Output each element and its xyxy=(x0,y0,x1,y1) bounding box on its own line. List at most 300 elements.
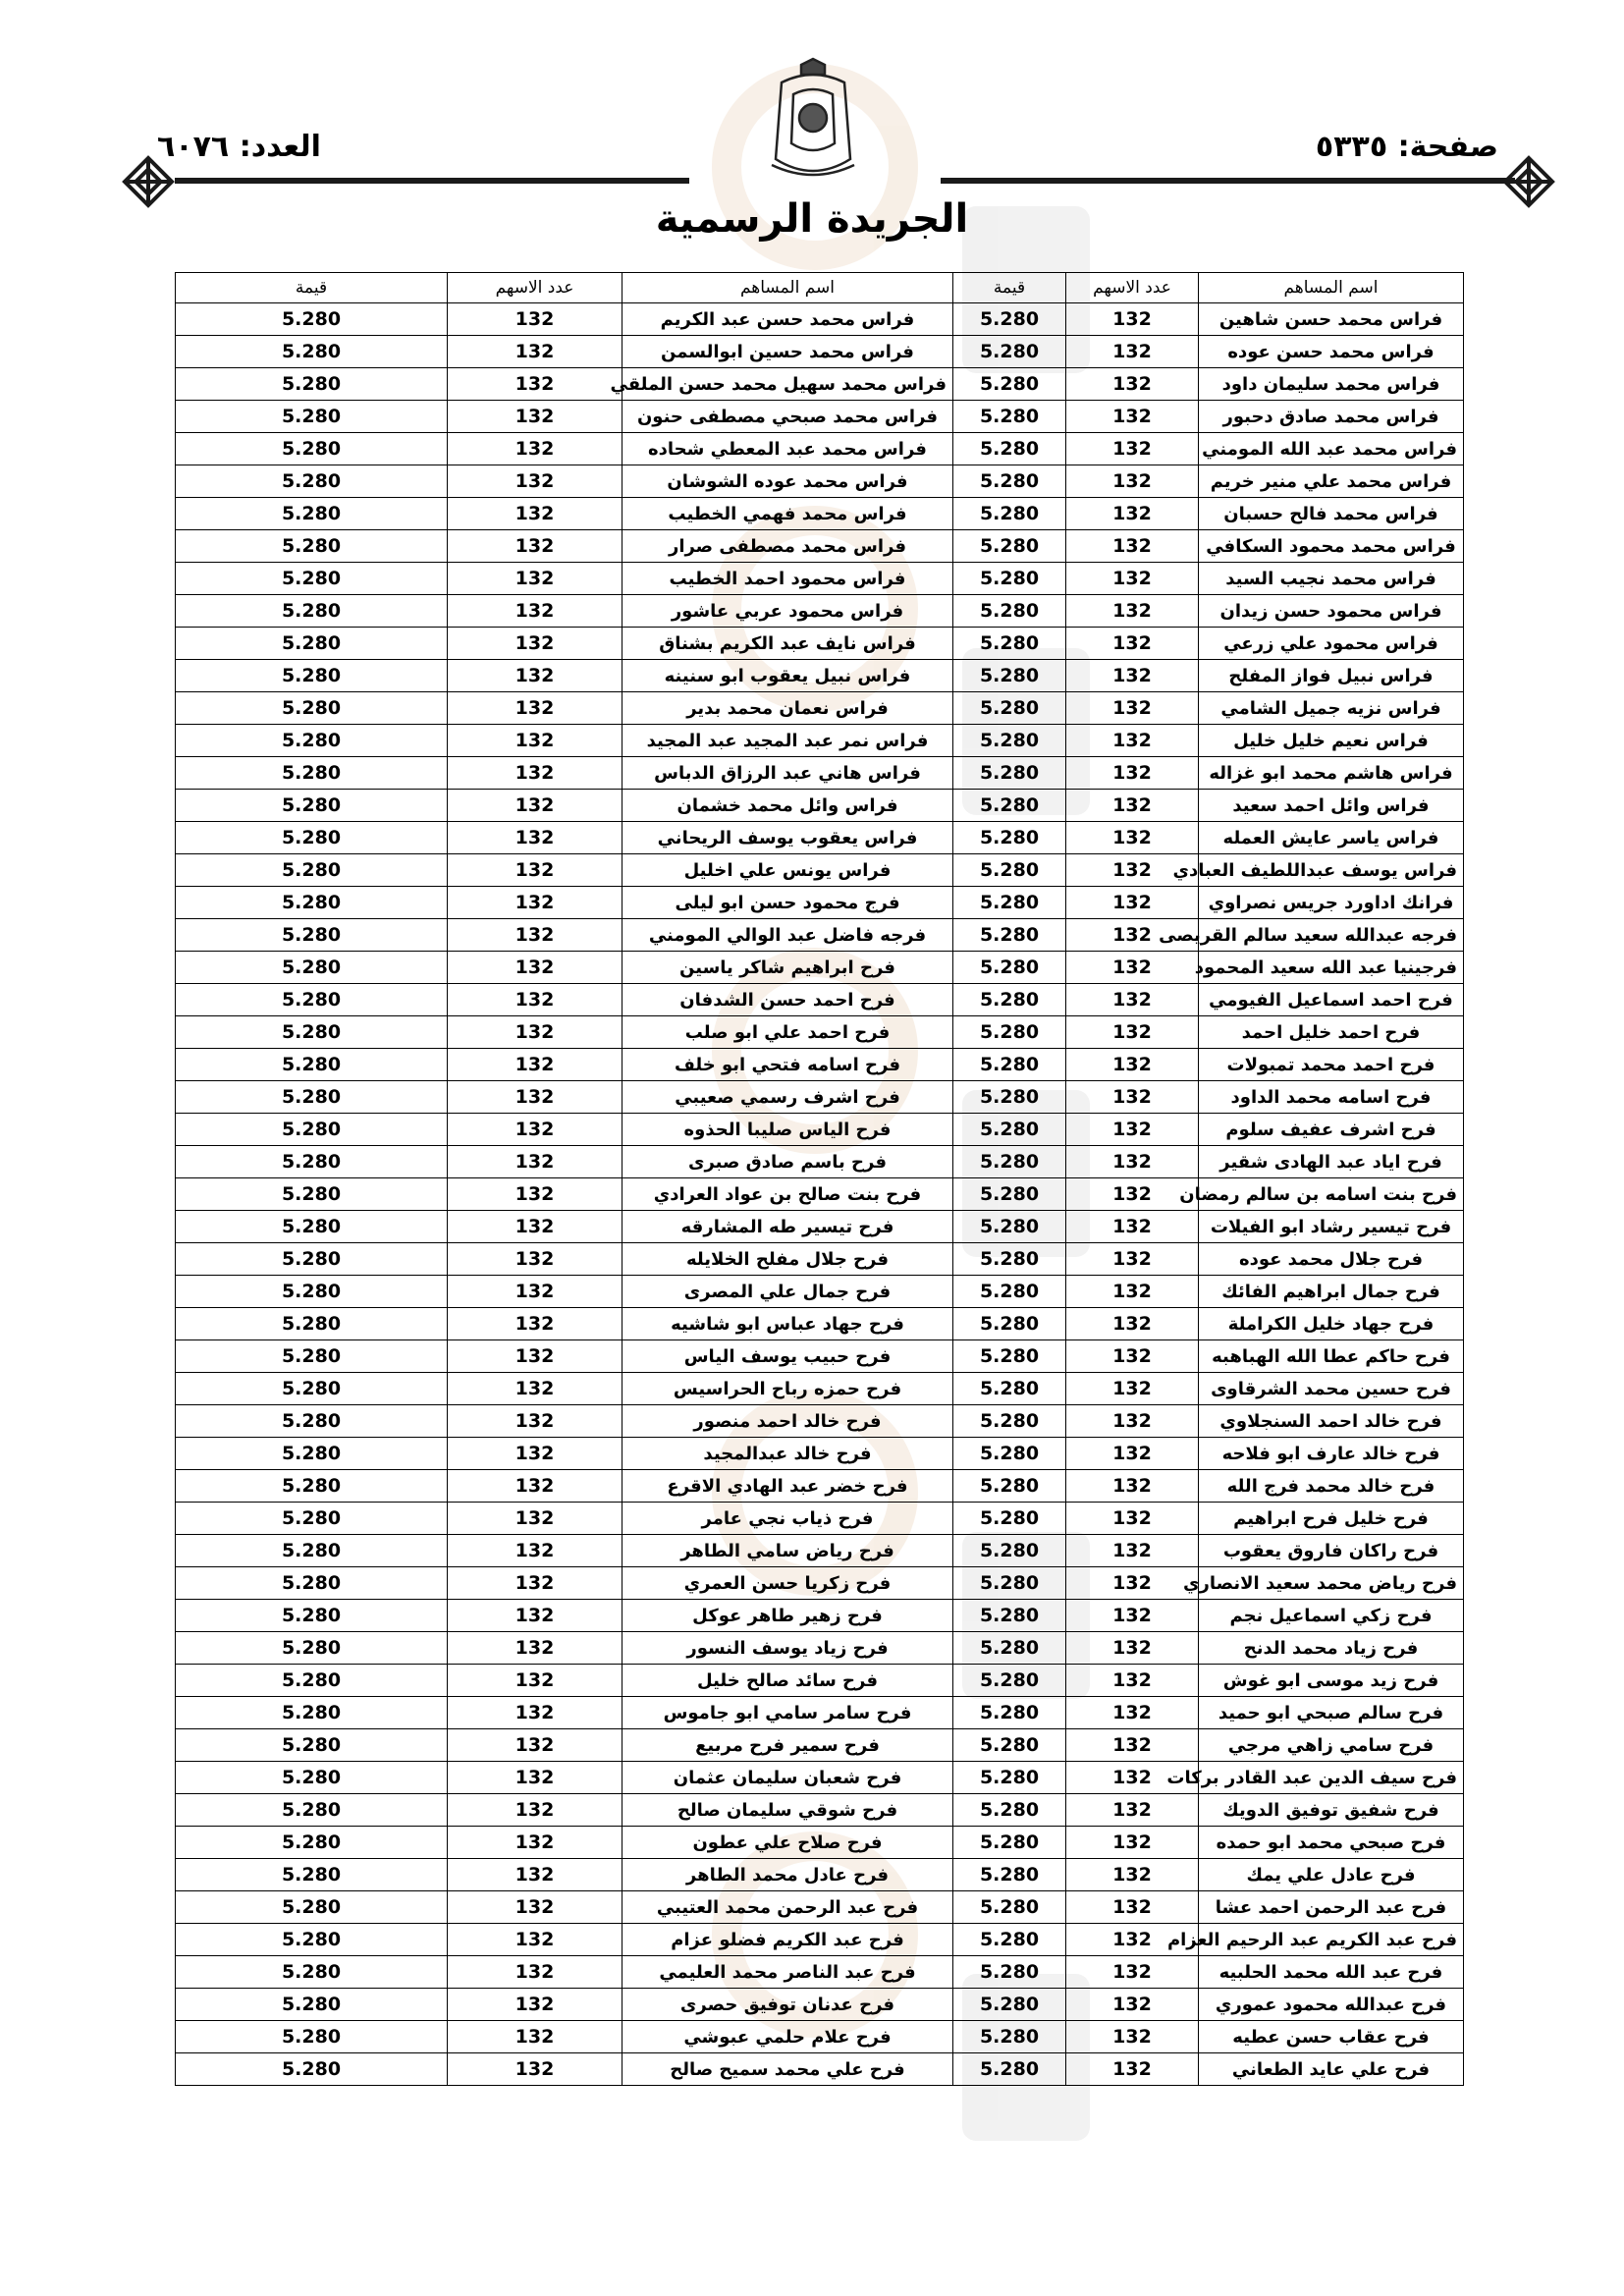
shareholder-name: فرح خضر عبد الهادي الاقرع xyxy=(623,1470,953,1503)
share-value: 5.280 xyxy=(176,1405,448,1438)
share-count: 132 xyxy=(1066,1438,1199,1470)
share-value: 5.280 xyxy=(176,1729,448,1762)
share-value: 5.280 xyxy=(953,1081,1066,1114)
header-rule-right xyxy=(941,178,1515,184)
table-row xyxy=(176,1405,1464,1438)
shareholder-name: فرح عادل محمد الطاهر xyxy=(623,1859,953,1891)
share-value: 5.280 xyxy=(176,660,448,692)
share-value: 5.280 xyxy=(176,1535,448,1567)
shareholder-name: فرح صلاح علي عطون xyxy=(623,1827,953,1859)
share-value: 5.280 xyxy=(176,725,448,757)
table-row xyxy=(176,790,1464,822)
shareholder-name: فرح سالم صبحي ابو حميد xyxy=(1199,1697,1464,1729)
share-count: 132 xyxy=(448,790,623,822)
table-row xyxy=(176,433,1464,465)
share-value: 5.280 xyxy=(176,952,448,984)
share-value: 5.280 xyxy=(176,1373,448,1405)
issue-number: العدد: ٦٠٧٦ xyxy=(157,130,321,164)
share-value: 5.280 xyxy=(953,433,1066,465)
share-count: 132 xyxy=(1066,1600,1199,1632)
header-name-col: اسم المساهم xyxy=(623,273,953,303)
share-count: 132 xyxy=(448,887,623,919)
share-count: 132 xyxy=(1066,1276,1199,1308)
table-row xyxy=(176,1535,1464,1567)
table-row xyxy=(176,1859,1464,1891)
shareholder-name: فرح تيسير طه المشارقه xyxy=(623,1211,953,1243)
table-row xyxy=(176,1243,1464,1276)
table-row xyxy=(176,1340,1464,1373)
share-count: 132 xyxy=(448,1697,623,1729)
shareholder-name: فراس هاشم محمد ابو غزاله xyxy=(1199,757,1464,790)
table-row xyxy=(176,919,1464,952)
shareholder-name: فراس محمد عبد المعطي شحاده xyxy=(623,433,953,465)
share-count: 132 xyxy=(448,336,623,368)
table-row xyxy=(176,401,1464,433)
shareholder-name: فرجه فاضل عبد الوالي المومني xyxy=(623,919,953,952)
share-count: 132 xyxy=(1066,1827,1199,1859)
share-value: 5.280 xyxy=(953,1924,1066,1956)
share-value: 5.280 xyxy=(176,628,448,660)
share-value: 5.280 xyxy=(953,1827,1066,1859)
shareholder-name: فراس محمد صبحي مصطفى حنون xyxy=(623,401,953,433)
table-row xyxy=(176,1016,1464,1049)
shareholder-name: فرح حسين محمد الشرقاوى xyxy=(1199,1373,1464,1405)
table-row xyxy=(176,368,1464,401)
share-count: 132 xyxy=(1066,628,1199,660)
share-count: 132 xyxy=(448,1567,623,1600)
share-value: 5.280 xyxy=(953,563,1066,595)
shareholder-name: فرح عادل علي يمك xyxy=(1199,1859,1464,1891)
share-count: 132 xyxy=(448,1503,623,1535)
share-count: 132 xyxy=(448,1600,623,1632)
table-row xyxy=(176,822,1464,854)
share-value: 5.280 xyxy=(953,1243,1066,1276)
share-count: 132 xyxy=(448,1276,623,1308)
table-row xyxy=(176,660,1464,692)
share-value: 5.280 xyxy=(953,498,1066,530)
table-row xyxy=(176,1211,1464,1243)
share-count: 132 xyxy=(448,1016,623,1049)
share-value: 5.280 xyxy=(176,1308,448,1340)
shareholder-name: فرح شوقي سليمان صالح xyxy=(623,1794,953,1827)
share-count: 132 xyxy=(448,952,623,984)
share-value: 5.280 xyxy=(953,1567,1066,1600)
share-count: 132 xyxy=(448,757,623,790)
share-value: 5.280 xyxy=(953,1665,1066,1697)
table-row xyxy=(176,530,1464,563)
shareholder-name: فراس محمد عوده الشوشان xyxy=(623,465,953,498)
jordan-coat-of-arms-icon xyxy=(764,57,862,185)
header-value-col: قيمة xyxy=(953,273,1066,303)
shareholder-name: فراس محمد سهيل محمد حسن الملقي xyxy=(623,368,953,401)
share-count: 132 xyxy=(1066,1211,1199,1243)
share-value: 5.280 xyxy=(953,757,1066,790)
share-count: 132 xyxy=(1066,2021,1199,2053)
shareholder-name: فرح حمزه رباح الحراسيس xyxy=(623,1373,953,1405)
shareholder-name: فرح تيسير رشاد ابو الفيلات xyxy=(1199,1211,1464,1243)
share-count: 132 xyxy=(448,1762,623,1794)
share-count: 132 xyxy=(1066,595,1199,628)
share-value: 5.280 xyxy=(176,1276,448,1308)
share-count: 132 xyxy=(448,725,623,757)
shareholder-name: فراس محمد حسين ابوالسمن xyxy=(623,336,953,368)
shareholder-name: فراس يعقوب يوسف الريحاني xyxy=(623,822,953,854)
share-value: 5.280 xyxy=(176,1178,448,1211)
share-count: 132 xyxy=(1066,401,1199,433)
share-value: 5.280 xyxy=(176,757,448,790)
share-value: 5.280 xyxy=(953,303,1066,336)
share-count: 132 xyxy=(1066,1373,1199,1405)
shareholder-name: فراس محمد حسن عبد الكريم xyxy=(623,303,953,336)
share-count: 132 xyxy=(1066,498,1199,530)
table-row xyxy=(176,757,1464,790)
shareholder-name: فرح خالد احمد منصور xyxy=(623,1405,953,1438)
share-count: 132 xyxy=(448,1405,623,1438)
share-value: 5.280 xyxy=(953,692,1066,725)
shareholder-name: فراس محمد مصطفى صرار xyxy=(623,530,953,563)
share-count: 132 xyxy=(448,368,623,401)
share-value: 5.280 xyxy=(176,1114,448,1146)
table-row xyxy=(176,1470,1464,1503)
share-value: 5.280 xyxy=(176,368,448,401)
table-row xyxy=(176,563,1464,595)
shareholder-name: فرح زياد محمد الدنح xyxy=(1199,1632,1464,1665)
share-count: 132 xyxy=(448,854,623,887)
share-value: 5.280 xyxy=(953,530,1066,563)
share-value: 5.280 xyxy=(953,1470,1066,1503)
share-value: 5.280 xyxy=(953,1729,1066,1762)
shareholder-name: فرح ابراهيم شاكر ياسين xyxy=(623,952,953,984)
share-count: 132 xyxy=(1066,1989,1199,2021)
table-row xyxy=(176,2021,1464,2053)
shareholder-name: فراس محمد عبد الله المومني xyxy=(1199,433,1464,465)
share-count: 132 xyxy=(448,1114,623,1146)
shareholder-name: فراس وائل احمد سعيد xyxy=(1199,790,1464,822)
shareholder-name: فرح احمد خليل احمد xyxy=(1199,1016,1464,1049)
share-count: 132 xyxy=(1066,368,1199,401)
share-count: 132 xyxy=(1066,952,1199,984)
shareholder-name: فراس ياسر عايش العمله xyxy=(1199,822,1464,854)
share-value: 5.280 xyxy=(953,1956,1066,1989)
share-value: 5.280 xyxy=(953,1891,1066,1924)
share-count: 132 xyxy=(448,1827,623,1859)
share-value: 5.280 xyxy=(953,1794,1066,1827)
share-value: 5.280 xyxy=(176,1697,448,1729)
share-value: 5.280 xyxy=(176,919,448,952)
shareholder-name: فراس نبيل يعقوب ابو سنينه xyxy=(623,660,953,692)
share-count: 132 xyxy=(1066,1697,1199,1729)
share-count: 132 xyxy=(1066,660,1199,692)
shareholder-name: فرح علي عايد الطعاني xyxy=(1199,2053,1464,2086)
share-value: 5.280 xyxy=(953,368,1066,401)
share-value: 5.280 xyxy=(953,1697,1066,1729)
shareholder-name: فرح علي محمد سميح صالح xyxy=(623,2053,953,2086)
shareholder-name: فراس نبيل فواز المفلح xyxy=(1199,660,1464,692)
share-count: 132 xyxy=(448,2021,623,2053)
share-count: 132 xyxy=(448,919,623,952)
shareholders-table xyxy=(175,272,1464,2086)
shareholder-name: فرح جمال علي المصرى xyxy=(623,1276,953,1308)
shareholder-name: فرانك اداورد جريس نصراوي xyxy=(1199,887,1464,919)
share-count: 132 xyxy=(1066,757,1199,790)
shareholder-name: فرح سامي زاهي مرجي xyxy=(1199,1729,1464,1762)
share-count: 132 xyxy=(1066,725,1199,757)
table-row xyxy=(176,1956,1464,1989)
share-value: 5.280 xyxy=(953,1600,1066,1632)
table-row xyxy=(176,465,1464,498)
table-row xyxy=(176,1600,1464,1632)
share-count: 132 xyxy=(1066,530,1199,563)
share-value: 5.280 xyxy=(953,1211,1066,1243)
share-value: 5.280 xyxy=(176,498,448,530)
share-count: 132 xyxy=(1066,1567,1199,1600)
share-count: 132 xyxy=(1066,1405,1199,1438)
shareholder-name: فرح عقاب حسن عطيه xyxy=(1199,2021,1464,2053)
share-value: 5.280 xyxy=(176,1632,448,1665)
table-row xyxy=(176,1891,1464,1924)
shareholder-name: فرح سامر سامي ابو جاموس xyxy=(623,1697,953,1729)
table-row xyxy=(176,1114,1464,1146)
share-count: 132 xyxy=(448,530,623,563)
share-value: 5.280 xyxy=(176,822,448,854)
table-row xyxy=(176,1438,1464,1470)
share-value: 5.280 xyxy=(953,790,1066,822)
share-count: 132 xyxy=(448,822,623,854)
share-count: 132 xyxy=(1066,1535,1199,1567)
share-value: 5.280 xyxy=(953,1632,1066,1665)
table-row xyxy=(176,725,1464,757)
shareholder-name: فرح اسامه فتحي ابو خلف xyxy=(623,1049,953,1081)
share-count: 132 xyxy=(1066,692,1199,725)
share-count: 132 xyxy=(448,1081,623,1114)
page-number: صفحة: ٥٣٣٥ xyxy=(1315,130,1498,164)
shareholder-name: فرح حبيب يوسف الياس xyxy=(623,1340,953,1373)
share-value: 5.280 xyxy=(953,1049,1066,1081)
shareholder-name: فرح سمير فرح مربيع xyxy=(623,1729,953,1762)
shareholder-name: فرح جلال مفلح الخلايله xyxy=(623,1243,953,1276)
shareholder-name: فراس محمد نجيب السيد xyxy=(1199,563,1464,595)
shareholder-name: فرح احمد اسماعيل الفيومي xyxy=(1199,984,1464,1016)
share-count: 132 xyxy=(448,1340,623,1373)
shareholder-name: فرح اسامه محمد الداود xyxy=(1199,1081,1464,1114)
table-row xyxy=(176,1567,1464,1600)
table-header-row xyxy=(176,273,1464,303)
share-count: 132 xyxy=(1066,919,1199,952)
shareholder-name: فرح عبدالله محمود عموري xyxy=(1199,1989,1464,2021)
share-count: 132 xyxy=(1066,1632,1199,1665)
share-count: 132 xyxy=(448,1211,623,1243)
table-row xyxy=(176,984,1464,1016)
share-count: 132 xyxy=(1066,1178,1199,1211)
share-value: 5.280 xyxy=(176,1665,448,1697)
shareholder-name: فرح جمال ابراهيم الفائك xyxy=(1199,1276,1464,1308)
shareholder-name: فرح زيد موسى ابو غوش xyxy=(1199,1665,1464,1697)
table-row xyxy=(176,692,1464,725)
share-value: 5.280 xyxy=(176,692,448,725)
shareholder-name: فرح احمد محمد تمبولات xyxy=(1199,1049,1464,1081)
shareholder-name: فرح شعبان سليمان عثمان xyxy=(623,1762,953,1794)
share-value: 5.280 xyxy=(176,1016,448,1049)
share-value: 5.280 xyxy=(953,1503,1066,1535)
share-value: 5.280 xyxy=(953,1405,1066,1438)
share-value: 5.280 xyxy=(953,2021,1066,2053)
shareholder-name: فرح الياس صليبا الحذوه xyxy=(623,1114,953,1146)
share-value: 5.280 xyxy=(176,2053,448,2086)
shareholder-name: فراس يوسف عبداللطيف العبادي xyxy=(1199,854,1464,887)
share-value: 5.280 xyxy=(953,1308,1066,1340)
shareholder-name: فرج محمود حسن ابو ليلى xyxy=(623,887,953,919)
shareholder-name: فرح اشرف عفيف سلوم xyxy=(1199,1114,1464,1146)
shareholder-name: فرح عدنان توفيق حصرى xyxy=(623,1989,953,2021)
gazette-title: الجريدة الرسمية xyxy=(655,196,969,242)
table-row xyxy=(176,1276,1464,1308)
share-value: 5.280 xyxy=(953,336,1066,368)
shareholder-name: فراس نايف عبد الكريم بشناق xyxy=(623,628,953,660)
share-count: 132 xyxy=(448,1373,623,1405)
share-value: 5.280 xyxy=(176,1859,448,1891)
share-value: 5.280 xyxy=(953,1989,1066,2021)
shareholder-name: فرح زكي اسماعيل نجم xyxy=(1199,1600,1464,1632)
share-count: 132 xyxy=(1066,1016,1199,1049)
shareholder-name: فرح حاكم عطا الله الهباهبه xyxy=(1199,1340,1464,1373)
table-row xyxy=(176,1146,1464,1178)
shareholder-name: فراس يونس علي اخليل xyxy=(623,854,953,887)
share-value: 5.280 xyxy=(176,1827,448,1859)
share-count: 132 xyxy=(448,1470,623,1503)
share-value: 5.280 xyxy=(176,984,448,1016)
share-count: 132 xyxy=(1066,1924,1199,1956)
share-count: 132 xyxy=(1066,1956,1199,1989)
table-row xyxy=(176,336,1464,368)
share-count: 132 xyxy=(448,1989,623,2021)
share-count: 132 xyxy=(448,1243,623,1276)
share-count: 132 xyxy=(448,1924,623,1956)
table-row xyxy=(176,498,1464,530)
shareholder-name: فراس محمد سليمان داود xyxy=(1199,368,1464,401)
share-value: 5.280 xyxy=(953,628,1066,660)
share-value: 5.280 xyxy=(953,1859,1066,1891)
shareholder-name: فرح سائد صالح خليل xyxy=(623,1665,953,1697)
share-count: 132 xyxy=(448,1308,623,1340)
share-value: 5.280 xyxy=(953,1146,1066,1178)
share-value: 5.280 xyxy=(953,919,1066,952)
table-row xyxy=(176,887,1464,919)
table-row xyxy=(176,2053,1464,2086)
share-value: 5.280 xyxy=(953,1340,1066,1373)
share-count: 132 xyxy=(1066,822,1199,854)
shareholder-name: فرح رياض محمد سعيد الانصاري xyxy=(1199,1567,1464,1600)
share-count: 132 xyxy=(448,1438,623,1470)
shareholder-name: فرح رياض سامي الطاهر xyxy=(623,1535,953,1567)
shareholder-name: فرح عبد الرحمن محمد العتيبي xyxy=(623,1891,953,1924)
table-row xyxy=(176,1729,1464,1762)
shareholder-name: فرح زياد يوسف النسور xyxy=(623,1632,953,1665)
share-count: 132 xyxy=(448,1049,623,1081)
shareholder-name: فراس محمود احمد الخطيب xyxy=(623,563,953,595)
share-count: 132 xyxy=(1066,1146,1199,1178)
share-value: 5.280 xyxy=(953,854,1066,887)
share-count: 132 xyxy=(1066,1081,1199,1114)
share-count: 132 xyxy=(1066,1762,1199,1794)
share-value: 5.280 xyxy=(176,563,448,595)
shareholder-name: فرح جهاد خليل الكراملة xyxy=(1199,1308,1464,1340)
header-shares-col: عدد الاسهم xyxy=(448,273,623,303)
share-count: 132 xyxy=(448,465,623,498)
header-value-col: قيمة xyxy=(176,273,448,303)
share-value: 5.280 xyxy=(176,1567,448,1600)
share-value: 5.280 xyxy=(176,1211,448,1243)
share-value: 5.280 xyxy=(176,401,448,433)
share-count: 132 xyxy=(448,1794,623,1827)
table-row xyxy=(176,628,1464,660)
share-value: 5.280 xyxy=(176,1081,448,1114)
table-row xyxy=(176,1308,1464,1340)
share-value: 5.280 xyxy=(953,984,1066,1016)
share-value: 5.280 xyxy=(953,595,1066,628)
share-count: 132 xyxy=(1066,1729,1199,1762)
table-row xyxy=(176,1049,1464,1081)
share-value: 5.280 xyxy=(176,854,448,887)
shareholder-name: فراس محمد علي منير خريم xyxy=(1199,465,1464,498)
share-value: 5.280 xyxy=(176,1503,448,1535)
share-count: 132 xyxy=(448,498,623,530)
shareholder-name: فرح عبد الله محمد الحلبيه xyxy=(1199,1956,1464,1989)
share-value: 5.280 xyxy=(176,1924,448,1956)
table-row xyxy=(176,1081,1464,1114)
shareholder-name: فرح جهاد عباس ابو شاشيه xyxy=(623,1308,953,1340)
share-value: 5.280 xyxy=(176,790,448,822)
share-count: 132 xyxy=(1066,336,1199,368)
share-count: 132 xyxy=(448,563,623,595)
share-count: 132 xyxy=(1066,984,1199,1016)
share-value: 5.280 xyxy=(953,887,1066,919)
share-count: 132 xyxy=(448,1535,623,1567)
shareholder-name: فرح عبد الكريم فضلو عزام xyxy=(623,1924,953,1956)
shareholder-name: فرح بنت اسامه بن سالم رمضان xyxy=(1199,1178,1464,1211)
share-count: 132 xyxy=(1066,1340,1199,1373)
share-value: 5.280 xyxy=(176,1794,448,1827)
share-value: 5.280 xyxy=(953,1373,1066,1405)
shareholder-name: فرجه عبدالله سعيد سالم القريصى xyxy=(1199,919,1464,952)
shareholder-name: فرح سيف الدين عبد القادر بركات xyxy=(1199,1762,1464,1794)
shareholder-name: فرح عبد الناصر محمد العليمي xyxy=(623,1956,953,1989)
share-count: 132 xyxy=(1066,1243,1199,1276)
share-count: 132 xyxy=(1066,1049,1199,1081)
share-value: 5.280 xyxy=(176,1956,448,1989)
share-count: 132 xyxy=(448,1956,623,1989)
share-value: 5.280 xyxy=(953,1276,1066,1308)
shareholder-name: فرح عبد الرحمن احمد عشا xyxy=(1199,1891,1464,1924)
share-count: 132 xyxy=(1066,1308,1199,1340)
shareholder-name: فرح بنت صالح بن عواد العرادي xyxy=(623,1178,953,1211)
header-rule-left xyxy=(175,178,689,184)
share-count: 132 xyxy=(448,1859,623,1891)
table-row xyxy=(176,854,1464,887)
shareholder-name: فرح صبحي محمد ابو حمده xyxy=(1199,1827,1464,1859)
share-value: 5.280 xyxy=(176,1470,448,1503)
shareholder-name: فراس محمد صادق دحبور xyxy=(1199,401,1464,433)
shareholder-name: فرح خليل فرح ابراهيم xyxy=(1199,1503,1464,1535)
shareholder-name: فراس محمود علي زرعي xyxy=(1199,628,1464,660)
shareholder-name: فرح زكريا حسن العمري xyxy=(623,1567,953,1600)
share-count: 132 xyxy=(1066,1794,1199,1827)
share-value: 5.280 xyxy=(953,1438,1066,1470)
header-shares-col: عدد الاسهم xyxy=(1066,273,1199,303)
share-count: 132 xyxy=(448,692,623,725)
share-value: 5.280 xyxy=(953,952,1066,984)
shareholder-name: فراس محمد حسن عوده xyxy=(1199,336,1464,368)
share-value: 5.280 xyxy=(176,530,448,563)
